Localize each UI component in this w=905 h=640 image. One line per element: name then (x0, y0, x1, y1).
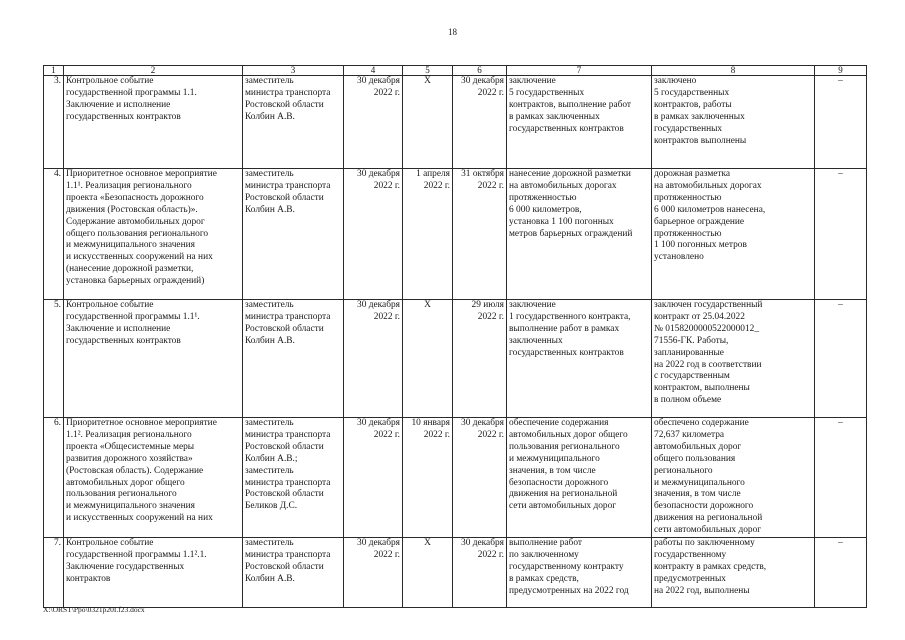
cell-line: Приоритетное основное мероприятие (66, 169, 217, 179)
cell-line: предусмотренных (654, 573, 726, 584)
executor-cell (243, 76, 344, 169)
cell-line: выполнение работ в рамках (509, 323, 620, 334)
cell-line: (Ростовская область). Содержание (66, 465, 204, 476)
cell-line: пользования регионального (509, 441, 620, 452)
cell-line: № 0158200000522000012_ (654, 323, 760, 334)
file-path: X:\ORST\Ppo\0321p20I.f23.docx (43, 605, 145, 614)
cell-line: барьерное ограждение (654, 216, 745, 227)
cell-line: министра транспорта (245, 549, 331, 560)
start-date-cell (403, 418, 453, 538)
plan-date-cell (344, 76, 403, 169)
cell-line: 2022 г. (373, 180, 400, 191)
table-row (44, 418, 867, 538)
cell-line: 6 000 километров нанесена, (654, 204, 766, 215)
actual-result-cell (652, 76, 815, 169)
cell-line: выполнение работ (509, 538, 582, 549)
cell-line: Колбин А.В. (245, 204, 295, 215)
cell-line: 2022 г. (373, 87, 400, 98)
cell-line: государственных контрактов (509, 123, 624, 134)
cell-line: и межмуниципального (509, 453, 600, 464)
cell-line: Ростовской области (245, 489, 324, 500)
start-date-cell (403, 169, 453, 300)
planned-result-cell (507, 76, 652, 169)
event-cell (64, 538, 243, 608)
cell-line: 5 государственных (509, 87, 585, 98)
cell-line: Контрольное событие (66, 538, 154, 549)
cell-line: 2022 г. (373, 549, 400, 560)
cell-line: 1 государственного контракта, (509, 311, 631, 322)
cell-line: 30 декабря (461, 538, 504, 549)
cell-line: заключение (509, 76, 556, 86)
cell-line: Заключение государственных (66, 561, 185, 572)
planned-result-cell (507, 300, 652, 418)
planned-result-cell (507, 538, 652, 608)
cell-line: дорожная разметка (654, 169, 731, 179)
cell-line: Колбин А.В. (245, 573, 295, 584)
cell-line: Х (424, 76, 431, 86)
cell-line: заключенных (509, 335, 563, 346)
cell-line: Ростовской области (245, 323, 324, 334)
cell-line: безопасности дорожного (509, 477, 609, 488)
cell-line: 1.1¹. Реализация регионального (66, 180, 192, 191)
cell-line: установка барьерных ограждений) (66, 276, 205, 287)
column-number: 1 (44, 66, 64, 76)
cell-line: регионального (654, 465, 713, 476)
cell-line: министра транспорта (245, 477, 331, 488)
cell-line: запланированные (654, 347, 724, 358)
cell-line: протяженностью (654, 228, 722, 239)
table-row (44, 538, 867, 608)
cell-line: 5 государственных (654, 87, 730, 98)
column-number: 5 (403, 66, 453, 76)
row-number: 4. (44, 169, 64, 300)
cell-line: Х (424, 300, 431, 310)
cell-line: 10 января (411, 418, 450, 428)
cell-line: контракт от 25.04.2022 (654, 311, 745, 322)
cell-line: Ростовской области (245, 561, 324, 572)
cell-line: Заключение и исполнение (66, 323, 171, 334)
end-date-cell (453, 76, 507, 169)
plan-date-cell (344, 418, 403, 538)
cell-line: Содержание автомобильных дорог (66, 216, 205, 227)
column-number: 8 (652, 66, 815, 76)
cell-line: государственному (654, 549, 727, 560)
start-date-cell (403, 538, 453, 608)
cell-line: на 2022 год, выполнены (654, 585, 750, 596)
cell-line: 30 декабря (357, 300, 400, 310)
cell-line: автомобильных дорог общего (66, 477, 185, 488)
cell-line: заключение (509, 300, 556, 310)
planned-result-cell (507, 418, 652, 538)
actual-result-cell (652, 300, 815, 418)
plan-date-cell (344, 169, 403, 300)
cell-line: государственной программы 1.1¹. (66, 311, 200, 322)
cell-line: государственных (654, 123, 723, 134)
cell-line: заключен государственный (654, 300, 763, 310)
cell-line: 1 апреля (416, 169, 450, 179)
cell-line: движения на региональной (509, 489, 618, 500)
event-cell (64, 418, 243, 538)
cell-line: 30 декабря (357, 418, 400, 428)
cell-line: пользования регионального (66, 489, 177, 500)
cell-line: 1 100 погонных метров (654, 240, 747, 251)
cell-line: в рамках средств, (509, 573, 579, 584)
cell-line: протяженностью (509, 192, 577, 203)
cell-line: заместитель (245, 169, 294, 179)
start-date-cell (403, 300, 453, 418)
cell-line: 2022 г. (373, 429, 400, 440)
cell-line: 2022 г. (477, 549, 504, 560)
cell-line: Приоритетное основное мероприятие (66, 418, 217, 428)
table-row (44, 169, 867, 300)
cell-line: 2022 г. (373, 311, 400, 322)
row-number: 3. (44, 76, 64, 169)
cell-line: работы по заключенному (654, 538, 755, 549)
cell-line: Колбин А.В. (245, 335, 295, 346)
cell-line: государственных контрактов (509, 347, 624, 358)
cell-line: на автомобильных дорогах (509, 180, 617, 191)
cell-line: государственной программы 1.1².1. (66, 549, 207, 560)
cell-line: министра транспорта (245, 87, 331, 98)
column-number: 7 (507, 66, 652, 76)
cell-line: протяженностью (654, 192, 722, 203)
row-number: 6. (44, 418, 64, 538)
cell-line: сети автомобильных дорог (654, 525, 762, 536)
cell-line: 6 000 километров, (509, 204, 582, 215)
column-number: 9 (815, 66, 867, 76)
column-number: 4 (344, 66, 403, 76)
cell-line: контрактов, выполнение работ (509, 99, 632, 110)
cell-line: и межмуниципального значения (66, 501, 195, 512)
start-date-cell (403, 76, 453, 169)
cell-line: Колбин А.В.; (245, 453, 298, 464)
note-cell: – (815, 418, 867, 538)
note-cell: – (815, 169, 867, 300)
column-number: 3 (243, 66, 344, 76)
end-date-cell (453, 300, 507, 418)
cell-line: Беликов Д.С. (245, 501, 298, 512)
cell-line: 1.1². Реализация регионального (66, 429, 192, 440)
end-date-cell (453, 538, 507, 608)
cell-line: Контрольное событие (66, 300, 154, 310)
column-number: 2 (64, 66, 243, 76)
cell-line: обеспечение содержания (509, 418, 609, 428)
cell-line: в рамках заключенных (509, 111, 600, 122)
cell-line: 30 декабря (461, 418, 504, 428)
plan-date-cell (344, 538, 403, 608)
cell-line: установлено (654, 252, 704, 263)
cell-line: 2022 г. (477, 429, 504, 440)
cell-line: автомобильных дорог общего (509, 429, 628, 440)
cell-line: и искусственных сооружений на них (66, 252, 213, 263)
executor-cell (243, 538, 344, 608)
cell-line: 30 декабря (357, 538, 400, 549)
cell-line: и межмуниципального (654, 477, 745, 488)
cell-line: 29 июля (471, 300, 504, 310)
cell-line: обеспечено содержание (654, 418, 749, 428)
cell-line: значения, в том числе (509, 465, 596, 476)
cell-line: Заключение и исполнение (66, 99, 171, 110)
executor-cell (243, 418, 344, 538)
cell-line: 30 декабря (461, 76, 504, 86)
event-cell (64, 169, 243, 300)
cell-line: 72,637 километра (654, 429, 725, 440)
report-table (43, 65, 867, 608)
cell-line: заместитель (245, 538, 294, 549)
cell-line: автомобильных дорог (654, 441, 742, 452)
actual-result-cell (652, 538, 815, 608)
cell-line: метров барьерных ограждений (509, 228, 633, 239)
cell-line: и межмуниципального значения (66, 240, 195, 251)
cell-line: в рамках заключенных (654, 111, 745, 122)
cell-line: заместитель (245, 76, 294, 86)
cell-line: министра транспорта (245, 180, 331, 191)
cell-line: (нанесение дорожной разметки, (66, 264, 194, 275)
cell-line: проекта «Общесистемные меры (66, 441, 195, 452)
cell-line: предусмотренных на 2022 год (509, 585, 629, 596)
cell-line: 2022 г. (477, 180, 504, 191)
planned-result-cell (507, 169, 652, 300)
column-numbers-row (44, 66, 867, 76)
cell-line: заключено (654, 76, 697, 86)
cell-line: 71556-ГК. Работы, (654, 335, 729, 346)
actual-result-cell (652, 418, 815, 538)
cell-line: контрактов выполнены (654, 135, 747, 146)
end-date-cell (453, 169, 507, 300)
table-row (44, 76, 867, 169)
cell-line: 30 декабря (357, 76, 400, 86)
cell-line: 2022 г. (477, 311, 504, 322)
cell-line: Контрольное событие (66, 76, 154, 86)
cell-line: контрактом, выполнены (654, 383, 750, 394)
cell-line: Х (424, 538, 431, 549)
cell-line: и искусственных сооружений на них (66, 513, 213, 524)
cell-line: по заключенному (509, 549, 579, 560)
executor-cell (243, 300, 344, 418)
column-number: 6 (453, 66, 507, 76)
cell-line: 2022 г. (423, 180, 450, 191)
cell-line: Ростовской области (245, 441, 324, 452)
cell-line: контракту в рамках средств, (654, 561, 767, 572)
cell-line: 30 декабря (357, 169, 400, 179)
cell-line: 31 октября (461, 169, 504, 179)
cell-line: 2022 г. (477, 87, 504, 98)
cell-line: министра транспорта (245, 311, 331, 322)
cell-line: нанесение дорожной разметки (509, 169, 631, 179)
cell-line: государственных контрактов (66, 111, 181, 122)
cell-line: Ростовской области (245, 192, 324, 203)
cell-line: с государственным (654, 371, 730, 382)
note-cell: – (815, 76, 867, 169)
event-cell (64, 300, 243, 418)
cell-line: Колбин А.В. (245, 111, 295, 122)
cell-line: 2022 г. (423, 429, 450, 440)
cell-line: заместитель (245, 418, 294, 428)
cell-line: государственных контрактов (66, 335, 181, 346)
cell-line: развития дорожного хозяйства» (66, 453, 193, 464)
cell-line: заместитель (245, 300, 294, 310)
cell-line: проекта «Безопасность дорожного (66, 192, 204, 203)
note-cell: – (815, 538, 867, 608)
actual-result-cell (652, 169, 815, 300)
plan-date-cell (344, 300, 403, 418)
executor-cell (243, 169, 344, 300)
cell-line: заместитель (245, 465, 294, 476)
cell-line: контрактов (66, 573, 111, 584)
cell-line: движения (Ростовская область)». (66, 204, 198, 215)
cell-line: государственной программы 1.1. (66, 87, 197, 98)
cell-line: сети автомобильных дорог (509, 501, 617, 512)
cell-line: на 2022 год в соответствии (654, 359, 762, 370)
cell-line: Ростовской области (245, 99, 324, 110)
note-cell: – (815, 300, 867, 418)
cell-line: в полном объеме (654, 395, 722, 406)
cell-line: министра транспорта (245, 429, 331, 440)
row-number: 5. (44, 300, 64, 418)
event-cell (64, 76, 243, 169)
cell-line: общего пользования (654, 453, 736, 464)
cell-line: безопасности дорожного (654, 501, 754, 512)
page-number: 18 (448, 27, 457, 37)
cell-line: значения, в том числе (654, 489, 741, 500)
cell-line: движения на региональной (654, 513, 763, 524)
cell-line: установка 1 100 погонных (509, 216, 614, 227)
end-date-cell (453, 418, 507, 538)
cell-line: государственному контракту (509, 561, 624, 572)
cell-line: общего пользования регионального (66, 228, 209, 239)
table-row (44, 300, 867, 418)
cell-line: на автомобильных дорогах (654, 180, 762, 191)
row-number: 7. (44, 538, 64, 608)
cell-line: контрактов, работы (654, 99, 732, 110)
